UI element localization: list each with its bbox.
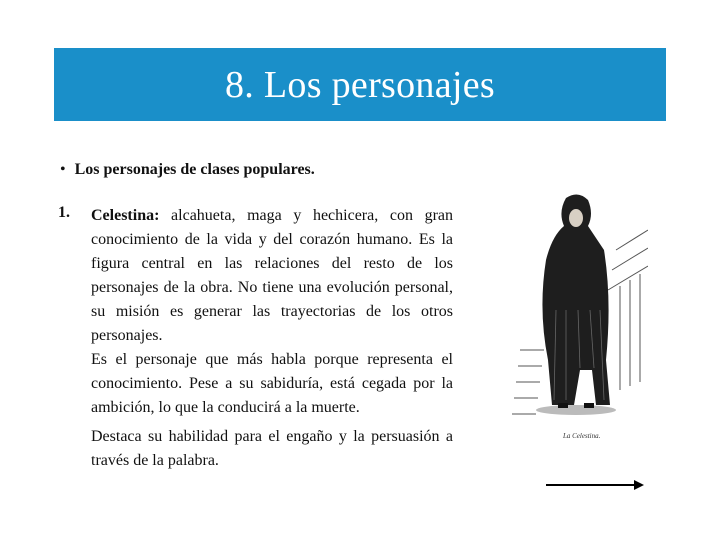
celestina-illustration <box>508 190 648 445</box>
title-banner <box>54 48 666 121</box>
bullet-heading <box>60 161 315 179</box>
paragraph-2: Es el personaje que más habla porque representa el conocimiento. Pese a su sabiduría, está cegada por la ambición, lo que la conducirá a la muerte. <box>91 351 453 416</box>
term-label: Celestina: <box>91 207 160 224</box>
right-arrow-icon[interactable] <box>546 477 646 493</box>
paragraph-1 <box>91 204 453 348</box>
bullet-symbol: • <box>60 161 66 178</box>
image-caption: La Celestina. <box>563 432 601 440</box>
paragraph-3: Destaca su habilidad para el engaño y la persuasión a través de la palabra. <box>91 428 453 469</box>
paragraph-1-text: alcahueta, maga y hechicera, con gran conocimiento de la vida y del corazón humano. Es la figura central en las relaciones del resto de los personajes de la obra. No tiene una evolución personal, su misión es generar las trayectorias de los otros personajes. <box>91 207 453 344</box>
slide-title: 8. Los personajes <box>225 63 495 106</box>
bullet-text: Los personajes de clases populares. <box>74 161 315 178</box>
item-number: 1. <box>58 204 70 221</box>
